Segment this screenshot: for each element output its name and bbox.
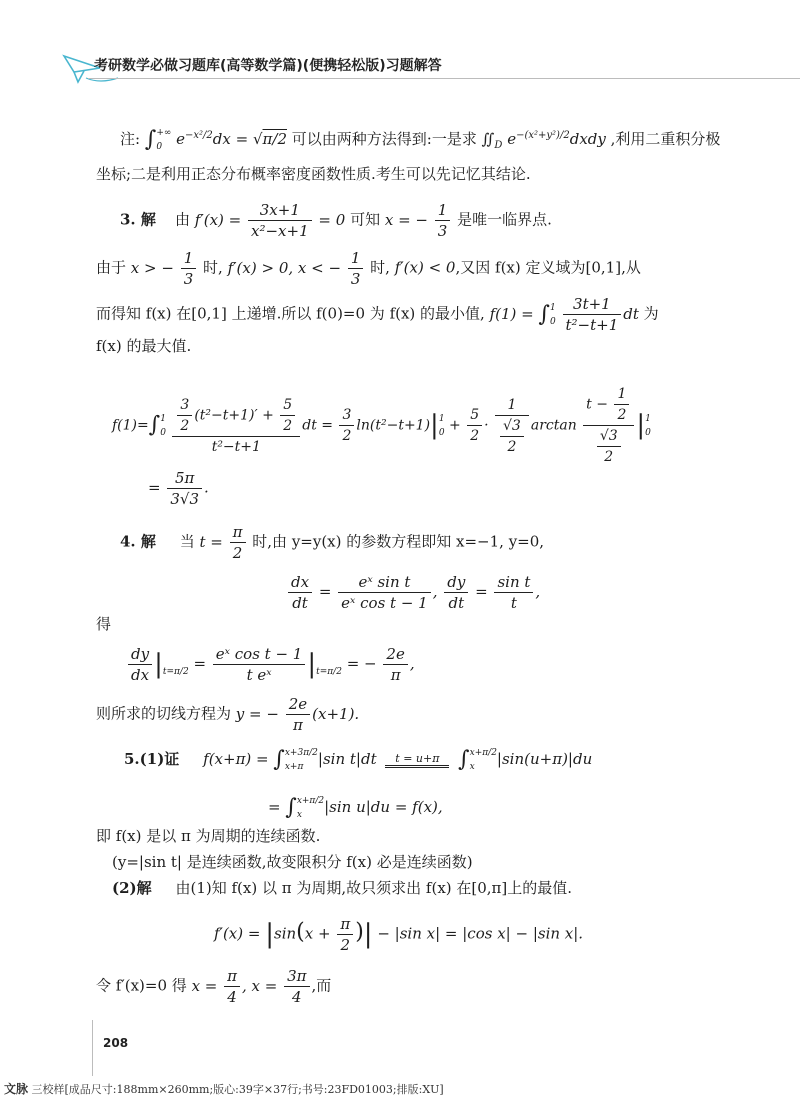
p5-periodicity-integral: f(x+π) = ∫ x+3π/2 x+π |sin t|dt t = u+π ∫ x+π/2 x |sin(u+π)|du	[203, 747, 593, 772]
problem-3-label: 3. 解	[120, 210, 156, 229]
note-line-1	[120, 126, 720, 156]
p4-derivatives: $\frac{dx}{dt}$ = $\frac{\text{eˣ sin t}}{\text{eˣ cos t − 1}}$ , $\frac{dy}{dt}$ = $\frac{\text{sin t}}{t}$ ,	[286, 572, 540, 613]
footer-brand: 文脉	[4, 1082, 29, 1096]
p4-slope: $\frac{dy}{dx}$ | t=π/2 = $\frac{\text{eˣ cos t − 1}}{\text{t eˣ}}$ | t=π/2 = − $\frac{2e}{\pi}$ ,	[126, 644, 415, 685]
p5-2-label: (2)解	[112, 879, 152, 897]
page-number: 208	[103, 1036, 129, 1050]
p3-line2-a: 由于	[96, 258, 127, 277]
p4-de: 得	[96, 615, 112, 633]
p3-line2-b: 时,	[203, 258, 223, 277]
p3-f1-computation: f(1)=∫ 1 0 $\frac{3}{2}$ (t²−t+1)′ + $\frac{5}{2}$ t²−t+1 dt = $\frac{3}{2}$ ln(t²−t+1)| 1 0 + $\frac{5}{2}$ · $\frac{1}{\frac{√3}{2}}$ arctan t − $\frac{1}{2}$ $\frac{√3}{2}$ | 1 0	[112, 386, 651, 465]
problem-3-line-2	[96, 248, 641, 289]
p3-cond-1: x > − $\frac{1}{3}$	[131, 259, 198, 277]
header-title: 考研数学必做习题库(高等数学篇)(便携轻松版)习题解答	[94, 58, 442, 74]
p3-f1-integral: f(1) = ∫ 1 0 $\frac{3t+1}{\text{t²−t+1}}$ dt	[489, 295, 639, 334]
problem-5-part-2	[112, 878, 572, 898]
p5-2-text: 由(1)知 f(x) 以 π 为周期,故只须求出 f(x) 在[0,π]上的最值.	[175, 879, 573, 897]
problem-4-line-1: 4. 解 当 t = $\frac{\pi}{2}$ 时,由 y=y(x) 的参数方程即知 x=−1, y=0,	[120, 523, 545, 562]
p5-last-end: ,而	[311, 976, 332, 995]
p3-text-2: 可知	[350, 210, 381, 229]
problem-5-label: 5.(1)证	[124, 750, 180, 768]
double-integral: $∬_D$ $e^{-(x^2+y^2)/2}dxdy$	[481, 130, 606, 151]
p5-last-text: 令 f′(x)=0 得	[96, 976, 187, 995]
p3-critical-point: x = − $\frac{1}{3}$	[385, 211, 452, 229]
note-mid-1: 可以由两种方法得到:一是求	[291, 130, 477, 148]
p5-roots: x = $\frac{\pi}{4}$ , x = $\frac{3\pi}{4}$	[192, 977, 312, 995]
problem-4-label: 4. 解	[120, 532, 156, 551]
p3-text-3: 是唯一临界点.	[457, 210, 552, 229]
note-prefix: 注:	[120, 130, 141, 148]
footer-meta-text: 三校样[成品尺寸:188mm×260mm;版心:39字×37行;书号:23FD01003;排版:XU]	[31, 1083, 444, 1096]
p3-line3-a: 而得知 f(x) 在[0,1] 上递增.所以 f(0)=0 为 f(x) 的最小值,	[96, 304, 485, 323]
p5-derivative: f′(x) = |sin(x + $\frac{\pi}{2}$ )| − |sin x| = |cos x| − |sin x|.	[214, 915, 584, 954]
p4-tangent-equation: y = − $\frac{2e}{\pi}$ (x+1).	[235, 695, 360, 734]
p3-sign-1: f′(x) > 0, x < − $\frac{1}{3}$	[228, 259, 366, 277]
problem-3-line-4: f(x) 的最大值.	[96, 337, 192, 355]
p3-line2-d: ,又因 f(x) 定义域为[0,1],从	[455, 258, 641, 277]
problem-3-line-3	[96, 294, 659, 335]
p3-line3-b: 为	[643, 304, 659, 323]
gaussian-integral: ∫ +∞ 0 $e^{-x^2/2}dx = √\pi/2$	[144, 127, 287, 152]
p3-derivative: f′(x) = $\frac{3x+1}{\text{x²−x+1}}$ = 0	[194, 201, 346, 240]
p3-result: = $\frac{5\pi}{3√3}$ .	[148, 469, 209, 508]
p3-line2-c: 时,	[370, 258, 390, 277]
p4-text: 时,由 y=y(x) 的参数方程即知 x=−1, y=0,	[252, 532, 545, 551]
problem-3-line-1	[120, 200, 552, 241]
p5-paren-note: (y=|sin t| 是连续函数,故变限积分 f(x) 必是连续函数)	[112, 853, 473, 871]
p5-last-line	[96, 966, 331, 1007]
note-mid-2: ,利用二重积分极	[610, 130, 721, 148]
p3-text-1: 由	[174, 210, 190, 229]
p5-periodicity-result: = ∫ x+π/2 x |sin u|du = f(x),	[268, 795, 443, 820]
p5-conclusion: 即 f(x) 是以 π 为周期的连续函数.	[96, 827, 321, 845]
p4-tangent-text: 则所求的切线方程为	[96, 704, 232, 723]
p4-t-value: t = $\frac{\pi}{2}$	[200, 533, 248, 551]
note-line-2: 坐标;二是利用正态分布概率密度函数性质.考生可以先记忆其结论.	[96, 165, 531, 183]
p3-sign-2: f′(x) < 0	[394, 258, 456, 277]
header-divider	[88, 78, 800, 79]
margin-rule	[92, 1020, 93, 1076]
footer-meta	[4, 1080, 444, 1097]
problem-5-line-1	[124, 746, 592, 774]
p4-tangent-line	[96, 694, 359, 735]
